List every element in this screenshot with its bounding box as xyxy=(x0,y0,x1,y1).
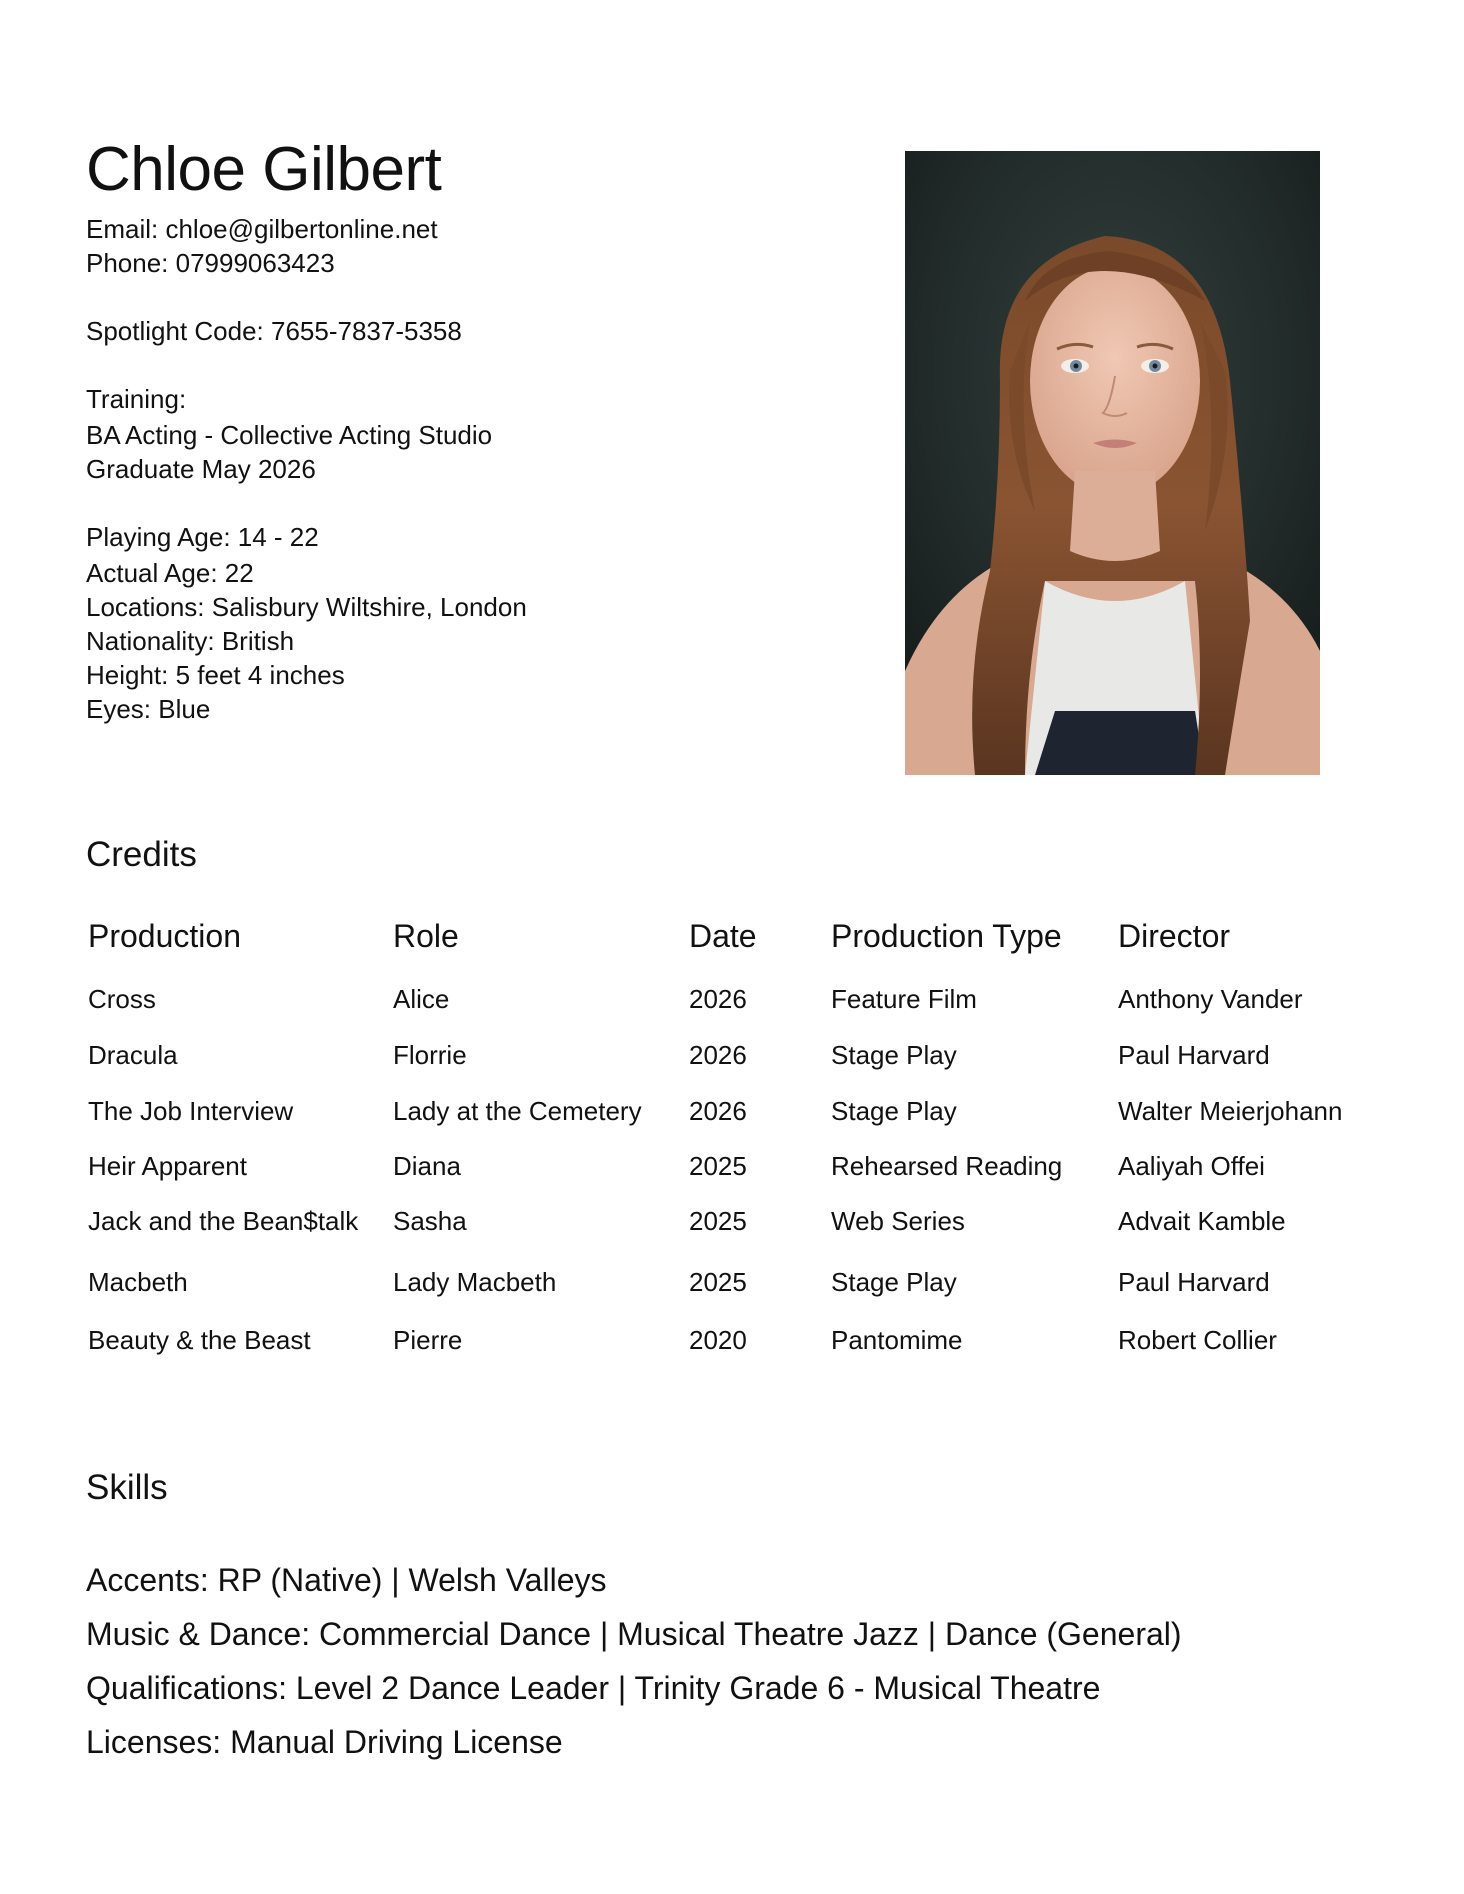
credit-cell-role: Alice xyxy=(393,984,450,1014)
playing-age: Playing Age: 14 - 22 xyxy=(86,522,319,552)
column-header-director: Director xyxy=(1118,918,1231,954)
credit-cell-role: Lady Macbeth xyxy=(393,1267,557,1297)
skill-licenses: Licenses: Manual Driving License xyxy=(86,1724,563,1760)
credit-cell-production: Macbeth xyxy=(88,1267,188,1297)
skill-qualifications: Qualifications: Level 2 Dance Leader | Trinity Grade 6 - Musical Theatre xyxy=(86,1670,1101,1706)
credit-cell-production: Cross xyxy=(88,984,156,1014)
credit-cell-production: Heir Apparent xyxy=(88,1151,247,1181)
credit-cell-date: 2026 xyxy=(689,1040,747,1070)
credit-cell-director: Advait Kamble xyxy=(1118,1206,1286,1236)
credit-cell-director: Anthony Vander xyxy=(1118,984,1303,1014)
credit-cell-date: 2026 xyxy=(689,1096,747,1126)
training-label: Training: xyxy=(86,384,187,414)
credit-cell-production: Beauty & the Beast xyxy=(88,1325,311,1355)
phone-line: Phone: 07999063423 xyxy=(86,248,335,278)
credit-cell-date: 2025 xyxy=(689,1206,747,1236)
credits-table xyxy=(0,918,1464,1368)
credit-cell-production-type: Rehearsed Reading xyxy=(831,1151,1063,1181)
skills-heading: Skills xyxy=(86,1468,168,1507)
credit-cell-role: Diana xyxy=(393,1151,461,1181)
height: Height: 5 feet 4 inches xyxy=(86,660,345,690)
credit-cell-director: Walter Meierjohann xyxy=(1118,1096,1343,1126)
credit-cell-role: Florrie xyxy=(393,1040,467,1070)
credit-cell-production-type: Pantomime xyxy=(831,1325,963,1355)
credit-cell-director: Aaliyah Offei xyxy=(1118,1151,1265,1181)
credit-cell-director: Robert Collier xyxy=(1118,1325,1277,1355)
training-graduate: Graduate May 2026 xyxy=(86,454,316,484)
credit-cell-date: 2020 xyxy=(689,1325,747,1355)
headshot-photo xyxy=(905,151,1320,775)
column-header-production-type: Production Type xyxy=(831,918,1062,954)
email-line: Email: chloe@gilbertonline.net xyxy=(86,214,438,244)
nationality: Nationality: British xyxy=(86,626,295,656)
column-header-role: Role xyxy=(393,918,459,954)
credit-cell-director: Paul Harvard xyxy=(1118,1267,1270,1297)
credit-cell-date: 2025 xyxy=(689,1267,747,1297)
credit-cell-production: The Job Interview xyxy=(88,1096,294,1126)
credit-cell-production-type: Stage Play xyxy=(831,1267,957,1297)
spotlight-code: Spotlight Code: 7655-7837-5358 xyxy=(86,316,462,346)
skill-music-dance: Music & Dance: Commercial Dance | Musical Theatre Jazz | Dance (General) xyxy=(86,1616,1182,1652)
column-header-production: Production xyxy=(88,918,241,954)
credit-cell-production-type: Web Series xyxy=(831,1206,965,1236)
credit-cell-production-type: Feature Film xyxy=(831,984,977,1014)
credit-cell-role: Sasha xyxy=(393,1206,467,1236)
credit-cell-production-type: Stage Play xyxy=(831,1096,957,1126)
credit-cell-role: Lady at the Cemetery xyxy=(393,1096,642,1126)
locations: Locations: Salisbury Wiltshire, London xyxy=(86,592,527,622)
actor-name: Chloe Gilbert xyxy=(86,135,442,204)
actual-age: Actual Age: 22 xyxy=(86,558,254,588)
skill-accents: Accents: RP (Native) | Welsh Valleys xyxy=(86,1562,607,1598)
training-course: BA Acting - Collective Acting Studio xyxy=(86,420,493,450)
credits-heading: Credits xyxy=(86,835,197,874)
column-header-date: Date xyxy=(689,918,757,954)
credit-cell-production: Jack and the Bean$talk xyxy=(88,1206,359,1236)
credit-cell-director: Paul Harvard xyxy=(1118,1040,1270,1070)
credit-cell-production-type: Stage Play xyxy=(831,1040,957,1070)
credit-cell-role: Pierre xyxy=(393,1325,463,1355)
credit-cell-production: Dracula xyxy=(88,1040,178,1070)
eyes: Eyes: Blue xyxy=(86,694,211,724)
credit-cell-date: 2025 xyxy=(689,1151,747,1181)
credit-cell-date: 2026 xyxy=(689,984,747,1014)
